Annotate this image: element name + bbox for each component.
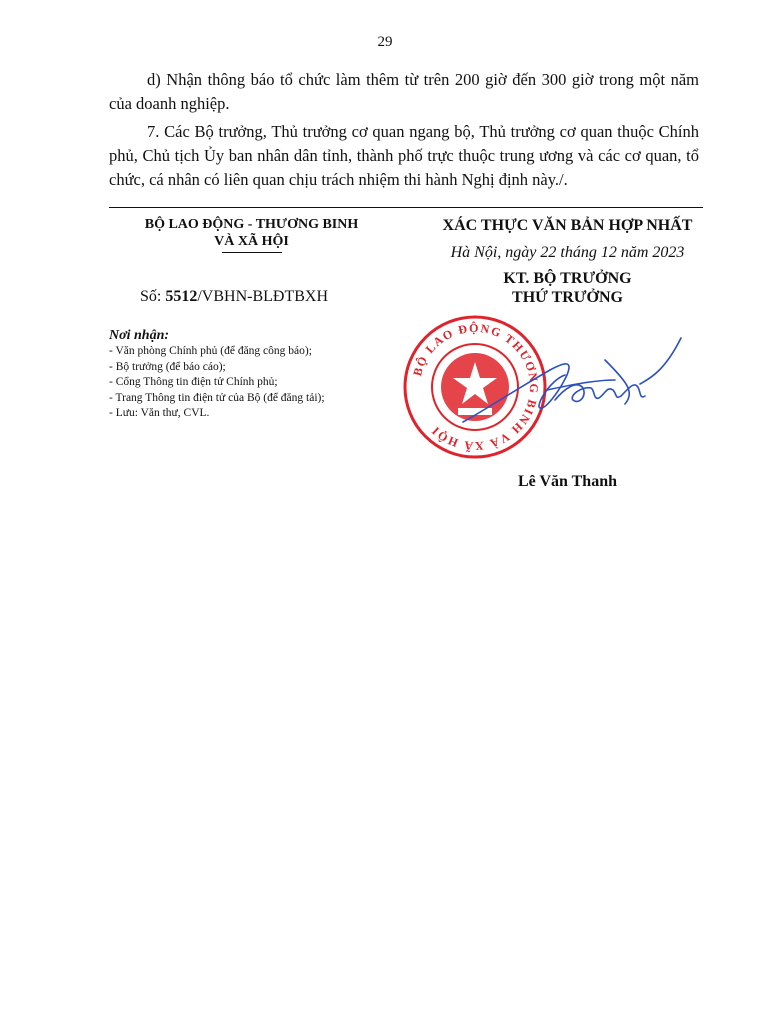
recipient-item: - Bộ trưởng (để báo cáo); bbox=[109, 360, 226, 373]
document-number-value: 5512 bbox=[165, 288, 198, 305]
recipient-item: - Văn phòng Chính phủ (để đăng công báo); bbox=[109, 345, 312, 357]
recipient-item: - Lưu: Văn thư, CVL. bbox=[109, 407, 210, 419]
recipient-item: - Cổng Thông tin điện tử Chính phủ; bbox=[109, 376, 278, 388]
signer-role-line2: THỨ TRƯỞNG bbox=[512, 289, 623, 306]
signer-role bbox=[415, 269, 720, 307]
seal-lettering: BỘ LAO ĐỘNG THƯƠNG BINH VÀ XÃ HỘI bbox=[410, 320, 542, 454]
recipients-title: Nơi nhận: bbox=[109, 328, 170, 343]
body-paragraph-1: d) Nhận thông báo tổ chức làm thêm từ trên 200 giờ đến 300 giờ trong một năm của doanh nghiệp. bbox=[109, 70, 699, 113]
authentication-block bbox=[415, 216, 720, 307]
recipients-block bbox=[109, 328, 325, 422]
issuer-name-line1: BỘ LAO ĐỘNG - THƯƠNG BINH bbox=[144, 217, 359, 232]
signer-name: Lê Văn Thanh bbox=[517, 473, 617, 490]
document-number-prefix: Số: bbox=[140, 288, 166, 305]
issuer-block bbox=[109, 216, 394, 253]
signer-role-line1: KT. BỘ TRƯỞNG bbox=[503, 270, 632, 287]
issuer-underline bbox=[222, 252, 282, 253]
handwritten-signature-icon bbox=[455, 330, 685, 430]
authentication-date: Hà Nội, ngày 22 tháng 12 năm 2023 bbox=[450, 244, 685, 261]
page-number: 29 bbox=[377, 34, 393, 50]
recipient-item: - Trang Thông tin điện tử của Bộ (để đăng tải); bbox=[109, 391, 325, 404]
document-number bbox=[140, 288, 328, 306]
issuer-name-line2: VÀ XÃ HỘI bbox=[214, 234, 289, 249]
authentication-title: XÁC THỰC VĂN BẢN HỢP NHẤT bbox=[442, 217, 693, 234]
document-number-suffix: /VBHN-BLĐTBXH bbox=[197, 288, 329, 305]
body-paragraph-2: 7. Các Bộ trưởng, Thủ trưởng cơ quan ngang bộ, Thủ trưởng cơ quan thuộc Chính phủ, Chủ tịch Ủy ban nhân dân tỉnh, thành phố trực thuộc trung ương và các cơ quan, tổ chức, cá nhân có liên quan chịu trách nhiệm thi hành Nghị định này./. bbox=[109, 122, 699, 189]
divider-rule bbox=[109, 207, 703, 208]
